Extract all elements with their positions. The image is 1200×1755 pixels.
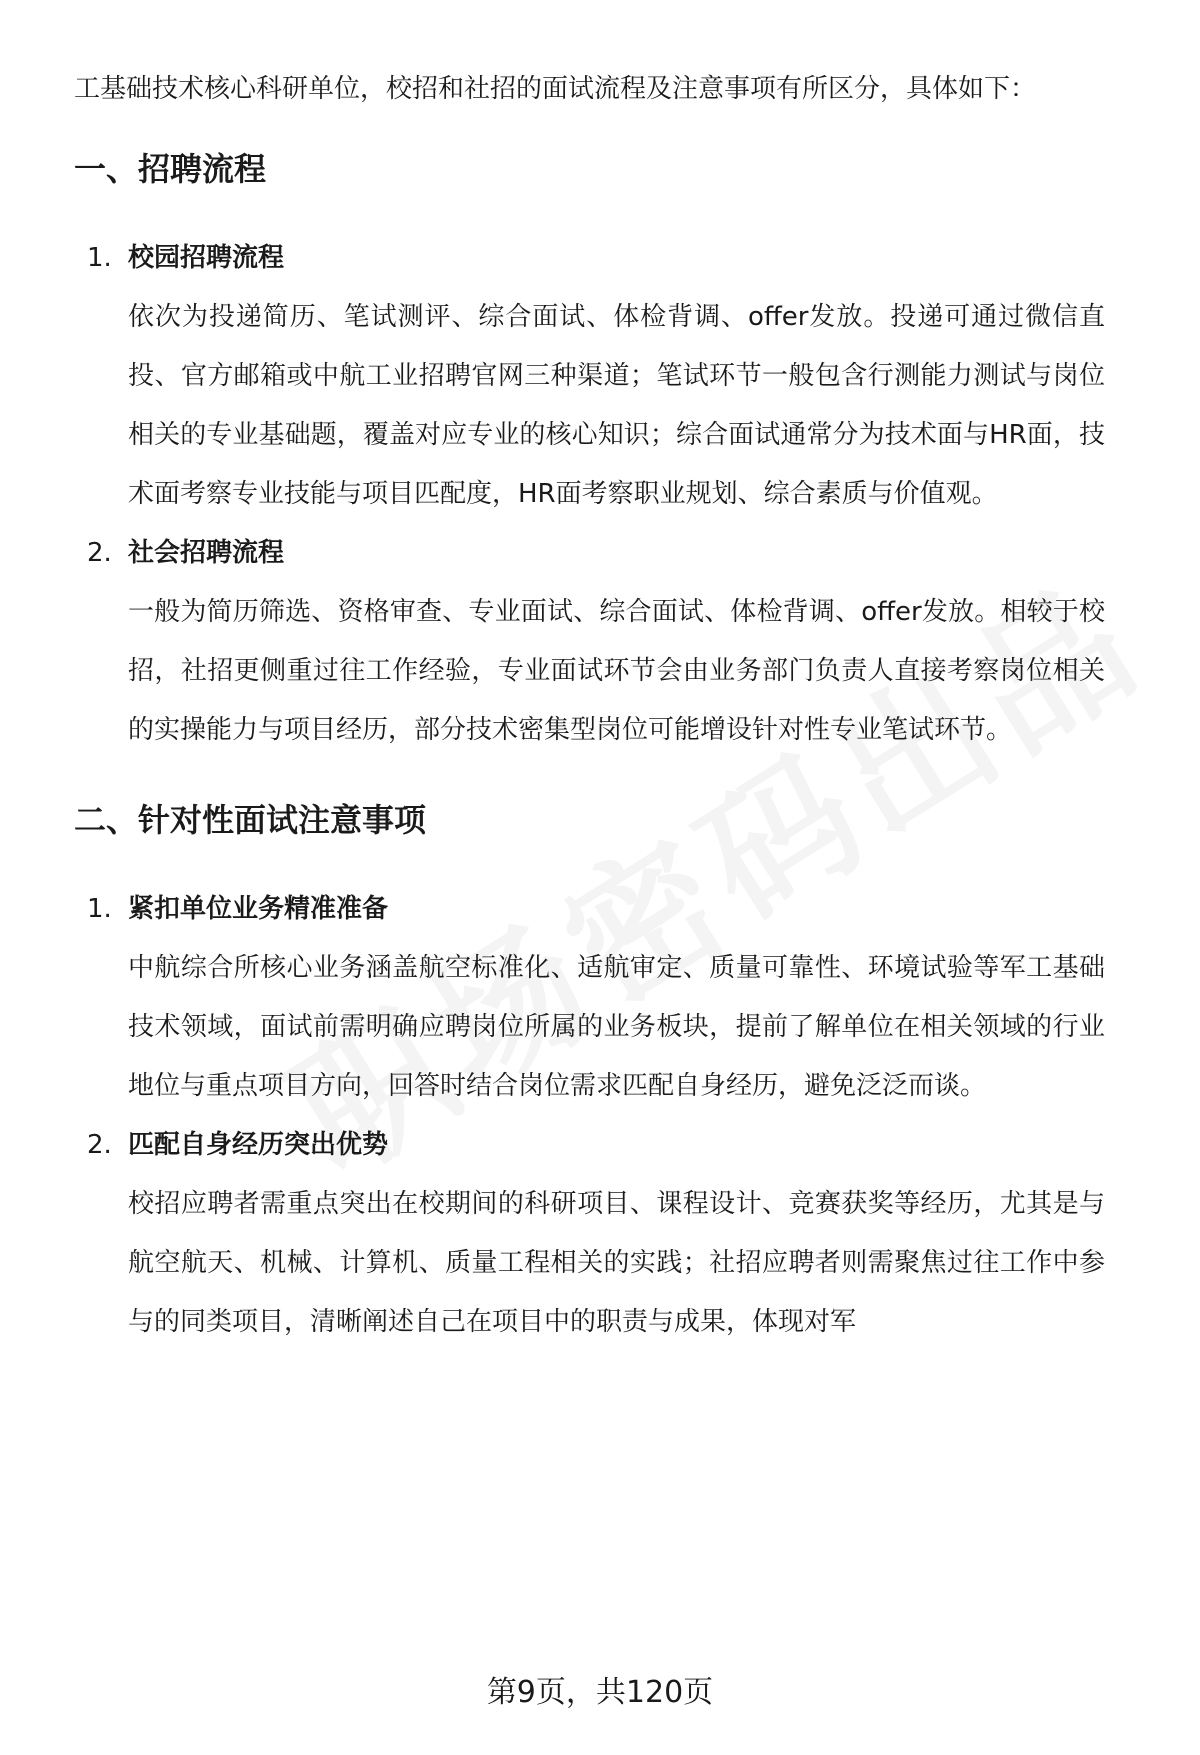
- list-item-social-recruitment: [74, 524, 1105, 760]
- item-title: 紧扣单位业务精准准备: [128, 894, 389, 924]
- list-number: 2.: [87, 538, 112, 568]
- list-number: 2.: [87, 1130, 112, 1160]
- item-title: 校园招聘流程: [128, 243, 285, 273]
- list-number: 1.: [87, 894, 112, 924]
- item-body: 校招应聘者需重点突出在校期间的科研项目、课程设计、竞赛获奖等经历，尤其是与航空航天、机械、计算机、质量工程相关的实践；社招应聘者则需聚焦过往工作中参与的同类项目，清晰阐述自己在项目中的职责与成果，体现对军: [128, 1189, 1105, 1337]
- item-title: 匹配自身经历突出优势: [128, 1130, 389, 1160]
- intro-paragraph: 工基础技术核心科研单位，校招和社招的面试流程及注意事项有所区分，具体如下：: [74, 74, 1037, 104]
- section-title-recruitment-process: 一、招聘流程: [74, 150, 267, 188]
- item-body: 一般为简历筛选、资格审查、专业面试、综合面试、体检背调、offer发放。相较于校招，社招更侧重过往工作经验，专业面试环节会由业务部门负责人直接考察岗位相关的实操能力与项目经历，部分技术密集型岗位可能增设针对性专业笔试环节。: [128, 597, 1105, 745]
- item-body: 中航综合所核心业务涵盖航空标准化、适航审定、质量可靠性、环境试验等军工基础技术领域，面试前需明确应聘岗位所属的业务板块，提前了解单位在相关领域的行业地位与重点项目方向，回答时结合岗位需求匹配自身经历，避免泛泛而谈。: [128, 953, 1105, 1101]
- list-item-highlight-experience: [74, 1116, 1105, 1352]
- list-item-business-preparation: [74, 880, 1105, 1116]
- section-title-interview-notes: 二、针对性面试注意事项: [74, 801, 427, 839]
- page-footer: 第9页，共120页: [486, 1675, 714, 1710]
- item-body: 依次为投递简历、笔试测评、综合面试、体检背调、offer发放。投递可通过微信直投、官方邮箱或中航工业招聘官网三种渠道；笔试环节一般包含行测能力测试与岗位相关的专业基础题，覆盖对应专业的核心知识；综合面试通常分为技术面与HR面，技术面考察专业技能与项目匹配度，HR面考察职业规划、综合素质与价值观。: [128, 302, 1105, 509]
- item-title: 社会招聘流程: [128, 538, 285, 568]
- list-item-campus-recruitment: [74, 229, 1105, 524]
- list-number: 1.: [87, 243, 112, 273]
